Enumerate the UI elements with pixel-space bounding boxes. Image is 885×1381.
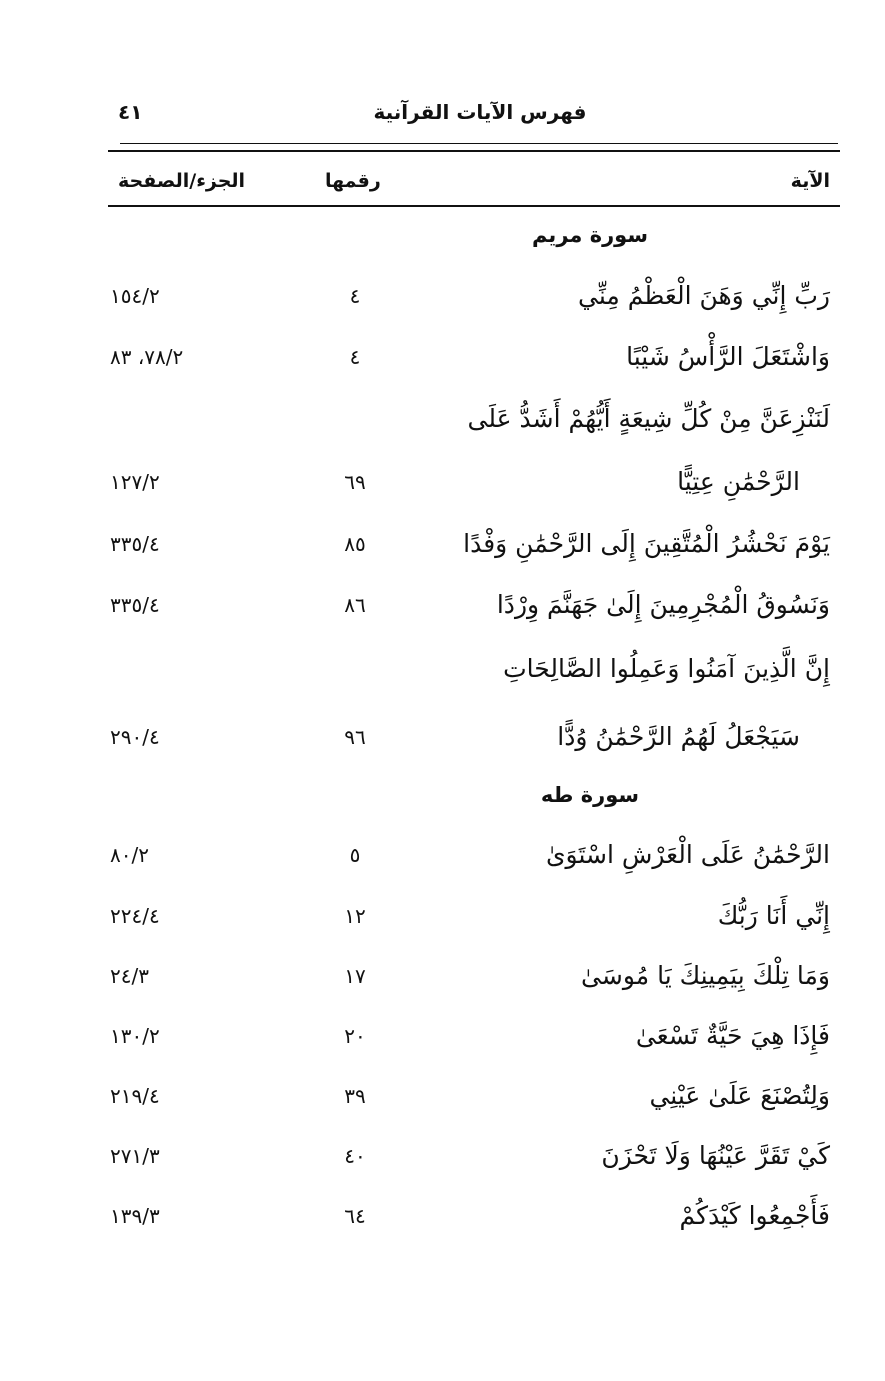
surah-heading: سورة طه — [540, 783, 640, 807]
table-row — [0, 1193, 885, 1239]
table-row — [0, 582, 885, 628]
surah-heading-row — [0, 772, 885, 818]
verse-text: وَنَسُوقُ الْمُجْرِمِينَ إِلَىٰ جَهَنَّمَ وِرْدًا — [496, 590, 830, 619]
verse-text: وَاشْتَعَلَ الرَّأْسُ شَيْبًا — [626, 342, 830, 371]
table-row — [0, 273, 885, 319]
volume-page-reference: ٨٠/٢ — [110, 843, 149, 867]
table-row — [0, 396, 885, 442]
verse-text: وَلِتُصْنَعَ عَلَىٰ عَيْنِي — [649, 1081, 830, 1110]
volume-page-reference: ٧٨/٢، ٨٣ — [110, 345, 184, 369]
volume-page-reference: ١٢٧/٢ — [110, 470, 160, 494]
verse-text: رَبِّ إِنِّي وَهَنَ الْعَظْمُ مِنِّي — [578, 281, 830, 310]
verse-number: ٣٩ — [344, 1084, 366, 1108]
verse-text: فَأَجْمِعُوا كَيْدَكُمْ — [679, 1201, 830, 1230]
volume-page-reference: ٢٧١/٣ — [110, 1144, 160, 1168]
table-row — [0, 1133, 885, 1179]
table-row — [0, 893, 885, 939]
page-title: فهرس الآيات القرآنية — [373, 100, 587, 124]
verse-number: ٤٠ — [344, 1144, 366, 1168]
table-row — [0, 646, 885, 692]
verse-text: يَوْمَ نَحْشُرُ الْمُتَّقِينَ إِلَى الرَّحْمَٰنِ وَفْدًا — [463, 529, 830, 558]
verse-number: ٥ — [349, 843, 361, 867]
volume-page-reference: ٢٤/٣ — [110, 964, 149, 988]
verse-text: لَنَنْزِعَنَّ مِنْ كُلِّ شِيعَةٍ أَيُّهُمْ أَشَدُّ عَلَى — [467, 404, 830, 433]
verse-number: ٨٥ — [344, 532, 366, 556]
table-row — [0, 714, 885, 760]
verse-number: ٤ — [349, 284, 361, 308]
verse-text: الرَّحْمَٰنُ عَلَى الْعَرْشِ اسْتَوَىٰ — [545, 840, 830, 869]
column-header-verse: الآية — [790, 170, 830, 192]
verse-text: الرَّحْمَٰنِ عِتِيًّا — [677, 467, 800, 496]
verse-number: ٩٦ — [344, 725, 366, 749]
table-row — [0, 832, 885, 878]
verse-number: ١٧ — [344, 964, 366, 988]
verse-number: ٨٦ — [344, 593, 366, 617]
verse-number: ٦٤ — [344, 1204, 366, 1228]
volume-page-reference: ٢٩٠/٤ — [110, 725, 160, 749]
column-header-number: رقمها — [325, 170, 381, 192]
verse-number: ٤ — [349, 345, 361, 369]
verse-text: كَيْ تَقَرَّ عَيْنُهَا وَلَا تَحْزَنَ — [601, 1141, 830, 1170]
volume-page-reference: ٢٢٤/٤ — [110, 904, 160, 928]
verse-text: إِنَّ الَّذِينَ آمَنُوا وَعَمِلُوا الصَّالِحَاتِ — [503, 654, 830, 683]
volume-page-reference: ٣٣٥/٤ — [110, 532, 160, 556]
verse-number: ٢٠ — [344, 1024, 366, 1048]
surah-heading: سورة مريم — [531, 223, 649, 247]
volume-page-reference: ٣٣٥/٤ — [110, 593, 160, 617]
verse-text: سَيَجْعَلُ لَهُمُ الرَّحْمَٰنُ وُدًّا — [557, 722, 800, 751]
table-row — [0, 1013, 885, 1059]
volume-page-reference: ١٣٩/٣ — [110, 1204, 160, 1228]
column-header-volume-page: الجزء/الصفحة — [118, 170, 246, 192]
volume-page-reference: ٢١٩/٤ — [110, 1084, 160, 1108]
volume-page-reference: ١٣٠/٢ — [110, 1024, 160, 1048]
surah-heading-row — [0, 212, 885, 258]
page-number: ٤١ — [118, 100, 143, 124]
volume-page-reference: ١٥٤/٢ — [110, 284, 160, 308]
verse-number: ١٢ — [344, 904, 366, 928]
table-row — [0, 521, 885, 567]
verse-number: ٦٩ — [344, 470, 366, 494]
table-row — [0, 1073, 885, 1119]
verse-text: إِنِّي أَنَا رَبُّكَ — [717, 901, 830, 930]
verse-text: فَإِذَا هِيَ حَيَّةٌ تَسْعَىٰ — [635, 1021, 830, 1050]
table-row — [0, 953, 885, 999]
table-row — [0, 334, 885, 380]
verse-text: وَمَا تِلْكَ بِيَمِينِكَ يَا مُوسَىٰ — [581, 961, 830, 990]
table-row — [0, 459, 885, 505]
